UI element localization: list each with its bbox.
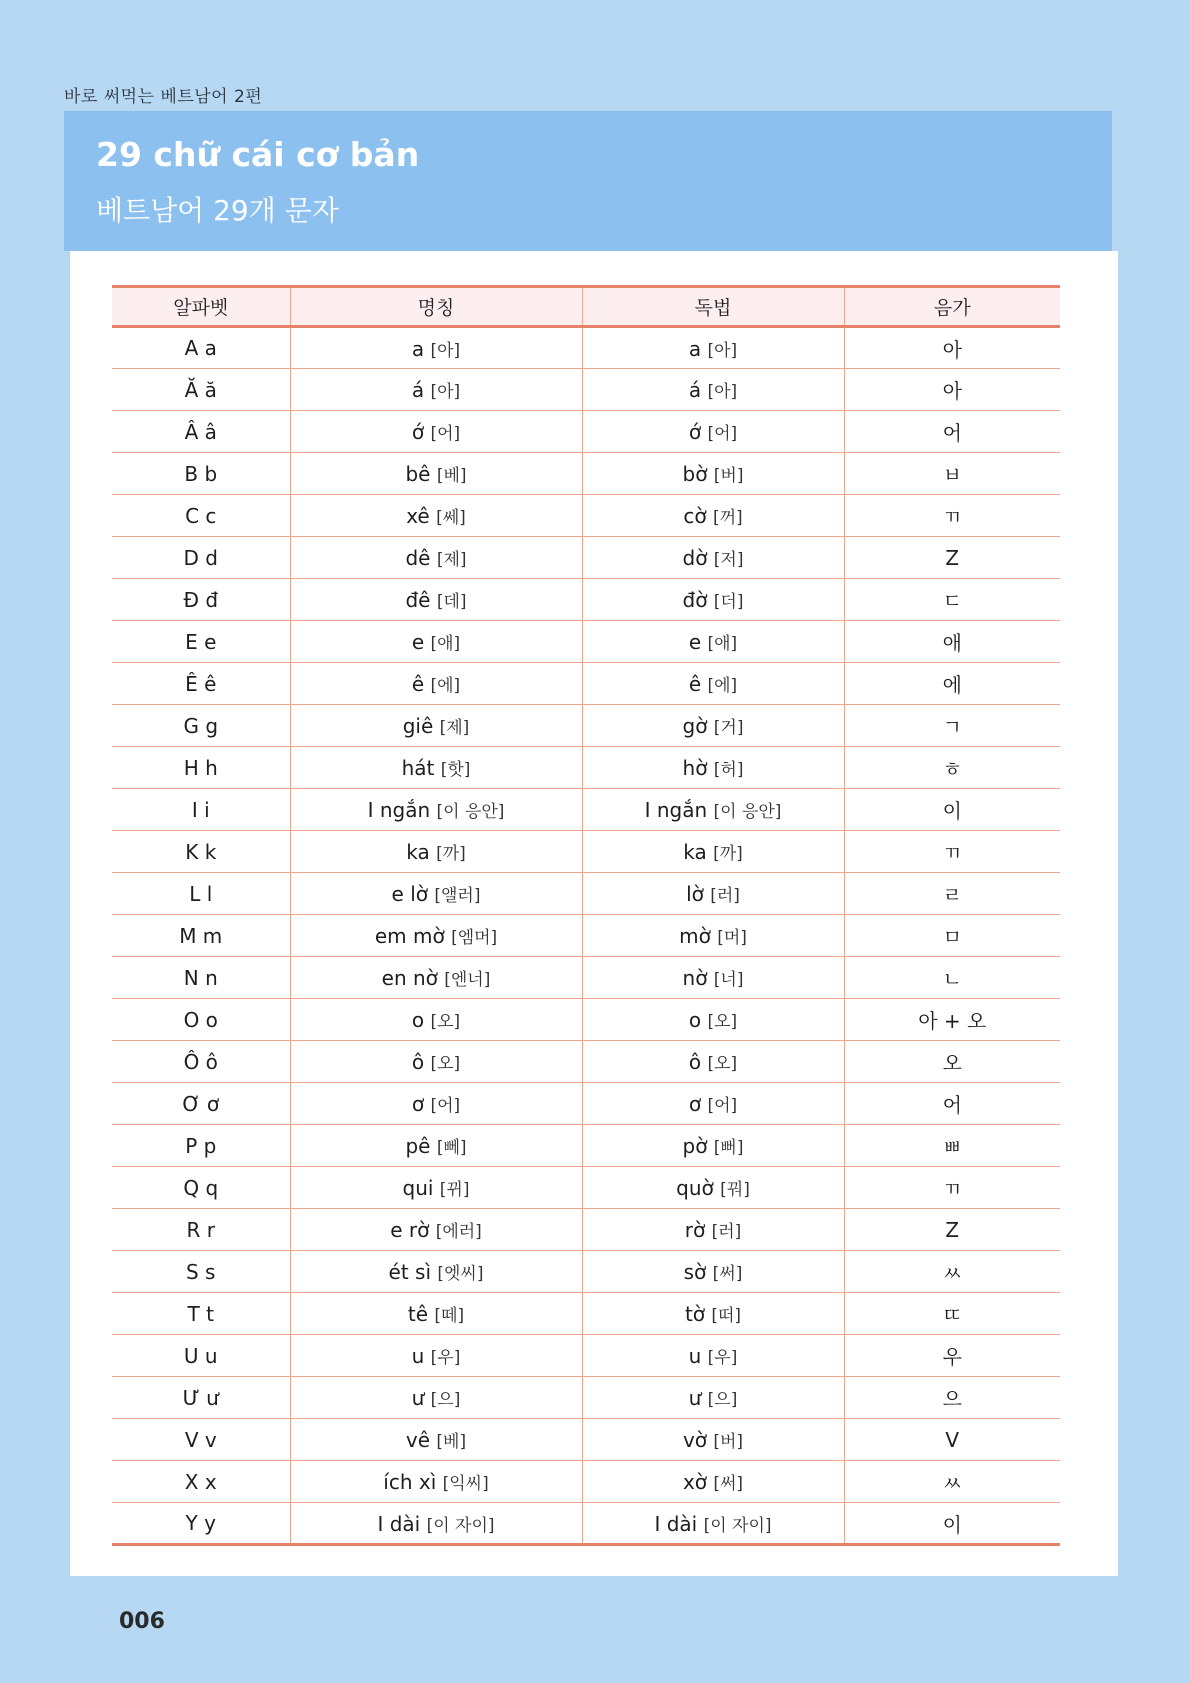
table-row <box>112 831 1060 873</box>
reading-korean: [에] <box>707 676 738 696</box>
name-cell <box>290 579 582 621</box>
sound-cell: 이 <box>844 789 1060 831</box>
name-korean: [데] <box>436 592 467 612</box>
name-cell <box>290 1209 582 1251</box>
letter-cell: D d <box>112 537 290 579</box>
table-header-row <box>112 287 1060 327</box>
table-row <box>112 747 1060 789</box>
name-cell <box>290 1503 582 1545</box>
letter-cell: G g <box>112 705 290 747</box>
reading-cell <box>582 999 844 1041</box>
reading-korean: [허] <box>713 760 744 780</box>
name-cell <box>290 957 582 999</box>
reading-text: lờ <box>686 882 704 906</box>
table-row <box>112 1419 1060 1461</box>
table-row <box>112 1209 1060 1251</box>
letter-cell: A a <box>112 327 290 369</box>
reading-cell <box>582 579 844 621</box>
reading-text: ư <box>688 1386 702 1410</box>
table-row <box>112 1293 1060 1335</box>
reading-cell <box>582 1461 844 1503</box>
sound-cell: ㄹ <box>844 873 1060 915</box>
name-cell <box>290 1167 582 1209</box>
reading-cell <box>582 957 844 999</box>
name-cell <box>290 411 582 453</box>
reading-text: dờ <box>682 546 708 570</box>
reading-korean: [아] <box>707 382 738 402</box>
name-korean: [뀌] <box>439 1180 470 1200</box>
page-title: 29 chữ cái cơ bản <box>96 135 420 174</box>
letter-cell: C c <box>112 495 290 537</box>
reading-cell <box>582 453 844 495</box>
name-korean: [어] <box>430 424 461 444</box>
reading-korean: [어] <box>707 424 738 444</box>
name-korean: [으] <box>430 1390 461 1410</box>
name-cell <box>290 915 582 957</box>
sound-cell: 아 + 오 <box>844 999 1060 1041</box>
sound-cell: 아 <box>844 327 1060 369</box>
reading-text: ka <box>683 840 707 864</box>
reading-text: sờ <box>683 1260 707 1284</box>
reading-cell <box>582 411 844 453</box>
table-row <box>112 495 1060 537</box>
sound-cell: ㅆ <box>844 1461 1060 1503</box>
sound-cell: ㅁ <box>844 915 1060 957</box>
name-cell <box>290 1377 582 1419</box>
reading-text: vờ <box>682 1428 708 1452</box>
reading-korean: [꺼] <box>712 508 743 528</box>
reading-cell <box>582 1335 844 1377</box>
letter-cell: Ô ô <box>112 1041 290 1083</box>
reading-korean: [으] <box>707 1390 738 1410</box>
name-text: hát <box>401 756 435 780</box>
name-text: vê <box>405 1428 431 1452</box>
letter-cell: I i <box>112 789 290 831</box>
name-cell <box>290 1461 582 1503</box>
sound-cell: Z <box>844 537 1060 579</box>
name-text: e lờ <box>391 882 428 906</box>
letter-cell: Đ đ <box>112 579 290 621</box>
letter-cell: K k <box>112 831 290 873</box>
sound-cell: 애 <box>844 621 1060 663</box>
reading-cell <box>582 1083 844 1125</box>
name-text: ư <box>411 1386 425 1410</box>
letter-cell: P p <box>112 1125 290 1167</box>
reading-cell <box>582 1251 844 1293</box>
table-row <box>112 1503 1060 1545</box>
name-korean: [어] <box>430 1096 461 1116</box>
name-cell <box>290 621 582 663</box>
name-cell <box>290 1251 582 1293</box>
reading-korean: [이 응안] <box>713 802 782 822</box>
letter-cell: B b <box>112 453 290 495</box>
reading-korean: [머] <box>717 928 747 948</box>
reading-korean: [아] <box>707 340 738 361</box>
name-korean: [핫] <box>440 760 471 780</box>
reading-cell <box>582 327 844 369</box>
sound-cell: ㅆ <box>844 1251 1060 1293</box>
sound-cell: 에 <box>844 663 1060 705</box>
name-cell <box>290 369 582 411</box>
reading-cell <box>582 495 844 537</box>
table-row <box>112 999 1060 1041</box>
reading-korean: [더] <box>713 592 744 612</box>
letter-cell: N n <box>112 957 290 999</box>
letter-cell: U u <box>112 1335 290 1377</box>
letter-cell: Y y <box>112 1503 290 1545</box>
name-korean: [아] <box>430 382 461 402</box>
reading-cell <box>582 873 844 915</box>
title-band <box>64 111 1112 251</box>
reading-korean: [러] <box>710 886 740 906</box>
reading-text: I dài <box>654 1511 698 1536</box>
name-cell <box>290 327 582 369</box>
reading-text: cờ <box>683 504 707 528</box>
name-cell <box>290 831 582 873</box>
table-row <box>112 1377 1060 1419</box>
reading-cell <box>582 1167 844 1209</box>
name-text: ích xì <box>383 1470 437 1494</box>
letter-cell: Ê ê <box>112 663 290 705</box>
name-cell <box>290 1041 582 1083</box>
name-korean: [베] <box>436 1432 467 1452</box>
name-text: ô <box>411 1050 425 1074</box>
sound-cell: ㄱ <box>844 705 1060 747</box>
reading-text: ớ <box>688 420 702 444</box>
name-text: giê <box>402 714 434 738</box>
name-cell <box>290 663 582 705</box>
table-row <box>112 1461 1060 1503</box>
sound-cell: ㅎ <box>844 747 1060 789</box>
name-korean: [떼] <box>434 1306 465 1326</box>
reading-text: ê <box>688 672 702 696</box>
header-sound: 음가 <box>844 287 1060 327</box>
name-text: pê <box>405 1134 431 1158</box>
sound-cell: ㄲ <box>844 1167 1060 1209</box>
name-cell <box>290 495 582 537</box>
reading-korean: [떠] <box>711 1306 742 1326</box>
table-row <box>112 957 1060 999</box>
sound-cell: 우 <box>844 1335 1060 1377</box>
name-korean: [까] <box>436 844 466 864</box>
table-row <box>112 1335 1060 1377</box>
letter-cell: Ư ư <box>112 1377 290 1419</box>
letter-cell: R r <box>112 1209 290 1251</box>
running-head: 바로 써먹는 베트남어 2편 <box>64 87 263 107</box>
reading-text: đờ <box>682 588 708 612</box>
reading-cell <box>582 747 844 789</box>
table-row <box>112 1251 1060 1293</box>
reading-cell <box>582 369 844 411</box>
letter-cell: Q q <box>112 1167 290 1209</box>
name-korean: [쎄] <box>436 508 466 528</box>
table-row <box>112 579 1060 621</box>
sound-cell: ㄸ <box>844 1293 1060 1335</box>
reading-text: quờ <box>676 1176 714 1200</box>
reading-korean: [써] <box>712 1264 743 1284</box>
name-text: dê <box>405 546 431 570</box>
name-text: e rờ <box>390 1218 430 1242</box>
name-cell <box>290 999 582 1041</box>
reading-korean: [버] <box>713 1432 744 1452</box>
reading-korean: [오] <box>707 1054 738 1074</box>
name-text: bê <box>405 462 431 486</box>
reading-korean: [어] <box>707 1096 738 1116</box>
sound-cell: 오 <box>844 1041 1060 1083</box>
name-korean: [오] <box>430 1054 461 1074</box>
reading-korean: [꿔] <box>720 1180 750 1200</box>
reading-cell <box>582 1503 844 1545</box>
letter-cell: Ă ă <box>112 369 290 411</box>
name-korean: [이 자이] <box>426 1515 495 1536</box>
letter-cell: E e <box>112 621 290 663</box>
name-text: ê <box>411 672 425 696</box>
name-korean: [제] <box>436 550 467 570</box>
sound-cell: ㅂ <box>844 453 1060 495</box>
sound-cell: ㄴ <box>844 957 1060 999</box>
reading-cell <box>582 537 844 579</box>
sound-cell: V <box>844 1419 1060 1461</box>
name-text: ka <box>406 840 430 864</box>
reading-cell <box>582 915 844 957</box>
reading-text: a <box>688 336 702 361</box>
name-text: xê <box>406 504 430 528</box>
reading-korean: [이 자이] <box>703 1515 772 1536</box>
name-korean: [에] <box>430 676 461 696</box>
table-row <box>112 915 1060 957</box>
table-row <box>112 873 1060 915</box>
name-cell <box>290 1419 582 1461</box>
table-row <box>112 789 1060 831</box>
reading-korean: [거] <box>713 718 744 738</box>
table-row <box>112 705 1060 747</box>
name-korean: [뻬] <box>436 1138 467 1158</box>
name-cell <box>290 1293 582 1335</box>
sound-cell: ㄲ <box>844 831 1060 873</box>
name-cell <box>290 747 582 789</box>
reading-cell <box>582 1209 844 1251</box>
sound-cell: ㅃ <box>844 1125 1060 1167</box>
reading-cell <box>582 705 844 747</box>
page-number: 006 <box>119 1609 165 1634</box>
reading-korean: [뻐] <box>713 1138 744 1158</box>
reading-korean: [우] <box>707 1348 738 1368</box>
name-text: ớ <box>411 420 425 444</box>
sound-cell: 어 <box>844 411 1060 453</box>
reading-korean: [너] <box>713 970 744 990</box>
reading-cell <box>582 1041 844 1083</box>
reading-text: nờ <box>682 966 708 990</box>
name-korean: [아] <box>430 340 461 361</box>
name-cell <box>290 873 582 915</box>
reading-text: e <box>688 630 702 654</box>
table-row <box>112 537 1060 579</box>
reading-text: ơ <box>688 1092 702 1116</box>
content-panel <box>70 251 1118 1576</box>
name-text: em mờ <box>374 924 445 948</box>
name-korean: [제] <box>439 718 470 738</box>
sound-cell: 이 <box>844 1503 1060 1545</box>
header-reading: 독법 <box>582 287 844 327</box>
reading-cell <box>582 831 844 873</box>
sound-cell: 으 <box>844 1377 1060 1419</box>
reading-cell <box>582 1419 844 1461</box>
letter-cell: Â â <box>112 411 290 453</box>
reading-text: u <box>688 1344 702 1368</box>
reading-text: gờ <box>682 714 708 738</box>
name-cell <box>290 705 582 747</box>
reading-text: hờ <box>682 756 708 780</box>
sound-cell: ㄲ <box>844 495 1060 537</box>
reading-korean: [러] <box>711 1222 742 1242</box>
reading-text: I ngắn <box>644 798 708 822</box>
name-korean: [애] <box>430 634 461 654</box>
letter-cell: M m <box>112 915 290 957</box>
reading-text: tờ <box>684 1302 706 1326</box>
name-korean: [익씨] <box>442 1474 489 1494</box>
reading-text: á <box>688 378 702 402</box>
header-alphabet: 알파벳 <box>112 287 290 327</box>
letter-cell: T t <box>112 1293 290 1335</box>
reading-korean: [써] <box>713 1474 744 1494</box>
name-cell <box>290 537 582 579</box>
name-korean: [엣씨] <box>437 1264 484 1284</box>
reading-text: xờ <box>682 1470 708 1494</box>
table-row <box>112 1041 1060 1083</box>
sound-cell: ㄷ <box>844 579 1060 621</box>
reading-korean: [애] <box>707 634 738 654</box>
name-cell <box>290 789 582 831</box>
reading-korean: [저] <box>713 550 744 570</box>
name-text: I dài <box>377 1511 421 1536</box>
letter-cell: Ơ ơ <box>112 1083 290 1125</box>
letter-cell: O o <box>112 999 290 1041</box>
table-row <box>112 411 1060 453</box>
name-korean: [베] <box>436 466 467 486</box>
sound-cell: 아 <box>844 369 1060 411</box>
table-row <box>112 1167 1060 1209</box>
sound-cell: Z <box>844 1209 1060 1251</box>
name-korean: [엠머] <box>451 928 498 948</box>
name-text: a <box>411 336 425 361</box>
name-text: e <box>411 630 425 654</box>
reading-text: pờ <box>682 1134 708 1158</box>
name-cell <box>290 453 582 495</box>
name-text: u <box>411 1344 425 1368</box>
letter-cell: L l <box>112 873 290 915</box>
name-cell <box>290 1125 582 1167</box>
name-korean: [앨러] <box>434 886 481 906</box>
reading-cell <box>582 1293 844 1335</box>
reading-korean: [오] <box>707 1012 738 1032</box>
table-row <box>112 327 1060 369</box>
reading-text: ô <box>688 1050 702 1074</box>
reading-korean: [버] <box>713 466 744 486</box>
reading-cell <box>582 621 844 663</box>
reading-cell <box>582 1377 844 1419</box>
reading-cell <box>582 1125 844 1167</box>
name-korean: [우] <box>430 1348 461 1368</box>
name-text: tê <box>407 1302 429 1326</box>
letter-cell: S s <box>112 1251 290 1293</box>
reading-text: o <box>688 1008 702 1032</box>
name-text: ét sì <box>388 1260 431 1284</box>
letter-cell: H h <box>112 747 290 789</box>
name-korean: [엔너] <box>444 970 491 990</box>
name-text: o <box>411 1008 425 1032</box>
name-text: en nờ <box>381 966 438 990</box>
sound-cell: 어 <box>844 1083 1060 1125</box>
reading-korean: [까] <box>713 844 743 864</box>
reading-text: bờ <box>682 462 708 486</box>
table-row <box>112 1083 1060 1125</box>
name-text: á <box>411 378 425 402</box>
name-korean: [에러] <box>435 1222 482 1242</box>
name-text: đê <box>405 588 431 612</box>
table-row <box>112 369 1060 411</box>
reading-text: rờ <box>684 1218 706 1242</box>
letter-cell: V v <box>112 1419 290 1461</box>
name-korean: [이 응안] <box>436 802 505 822</box>
alphabet-table <box>112 285 1060 1546</box>
table-row <box>112 663 1060 705</box>
table-row <box>112 621 1060 663</box>
name-text: qui <box>402 1176 434 1200</box>
name-text: ơ <box>411 1092 425 1116</box>
name-text: I ngắn <box>367 798 431 822</box>
reading-cell <box>582 663 844 705</box>
name-cell <box>290 1335 582 1377</box>
name-korean: [오] <box>430 1012 461 1032</box>
name-cell <box>290 1083 582 1125</box>
reading-text: mờ <box>679 924 711 948</box>
page-subtitle: 베트남어 29개 문자 <box>96 194 339 227</box>
letter-cell: X x <box>112 1461 290 1503</box>
table-row <box>112 453 1060 495</box>
reading-cell <box>582 789 844 831</box>
header-name: 명칭 <box>290 287 582 327</box>
table-row <box>112 1125 1060 1167</box>
